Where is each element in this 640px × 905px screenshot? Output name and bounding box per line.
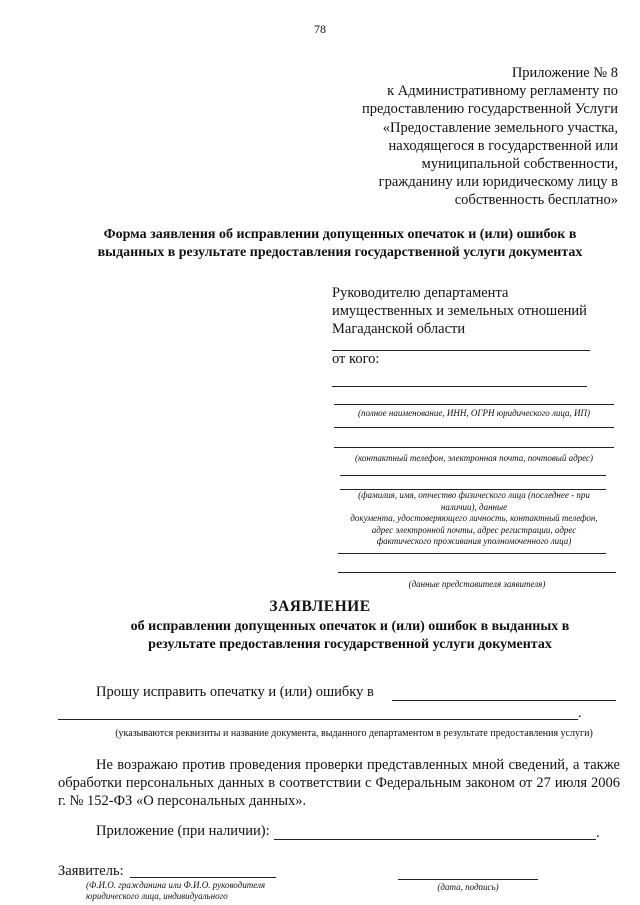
request-field-line-2[interactable]: [58, 719, 578, 720]
attachment-field-line[interactable]: [274, 839, 596, 840]
person-caption-line: фактического проживания уполномоченного лица): [376, 536, 572, 546]
appendix-line: «Предоставление земельного участка,: [382, 119, 618, 136]
form-title: [60, 226, 620, 262]
appendix-line: к Административному регламенту по: [387, 83, 618, 100]
request-caption: (указываются реквизиты и название документа, выданного департаментом в результате предоставления услуги): [115, 728, 593, 739]
applicant-label: Заявитель:: [58, 863, 124, 879]
addressee-line: Магаданской области: [332, 321, 466, 337]
request-end-dot: .: [578, 705, 582, 721]
appendix-line: собственность бесплатно»: [454, 192, 618, 209]
applicant-name-field-line[interactable]: [130, 877, 276, 878]
person-field-line-1[interactable]: [340, 475, 606, 476]
date-signature-field-line[interactable]: [398, 879, 538, 880]
form-title-line: Форма заявления об исправлении допущенных опечаток и (или) ошибок в: [103, 227, 577, 242]
person-caption-line: (фамилия, имя, отчество физического лица (последнее - при: [358, 490, 590, 500]
date-signature-caption: (дата, подпись): [437, 882, 499, 892]
appendix-header: [288, 64, 618, 210]
request-text: Прошу исправить опечатку и (или) ошибку в: [96, 684, 374, 700]
statement-subtitle-line: результате предоставления государственной услуги документах: [148, 637, 552, 652]
applicant-caption: [86, 880, 286, 902]
person-caption-line: адрес электронной почты, адрес регистрации, адрес: [371, 524, 577, 535]
org-caption: (полное наименование, ИНН, ОГРН юридического лица, ИП): [358, 408, 590, 418]
consent-paragraph: Не возражаю против проведения проверки представленных мной сведений, а также обработки персональных данных в соответствии с Федеральным законом от 27 июля 2006 г. № 152-ФЗ «О персональных данных».: [58, 757, 620, 809]
contacts-caption: (контактный телефон, электронная почта, почтовый адрес): [354, 453, 593, 463]
form-title-line: выданных в результате предоставления государственной услуги документах: [97, 245, 583, 260]
contacts-field-line-2[interactable]: [334, 447, 614, 448]
representative-caption: (данные представителя заявителя): [408, 579, 546, 589]
appendix-line: Приложение № 8: [511, 65, 618, 81]
addressee-line: имущественных и земельных отношений: [332, 303, 587, 319]
applicant-caption-line: (Ф.И.О. гражданина или Ф.И.О. руководителя: [86, 880, 266, 890]
appendix-line: находящегося в государственной или: [388, 137, 618, 154]
from-field-line[interactable]: [332, 386, 587, 387]
contacts-field-line-1[interactable]: [334, 427, 614, 428]
attachment-end-dot: .: [596, 825, 600, 841]
appendix-line: гражданину или юридическому лицу в: [378, 174, 618, 191]
statement-subtitle-line: об исправлении допущенных опечаток и (или) ошибок в выданных в: [130, 619, 570, 634]
page-number: 78: [314, 22, 326, 36]
request-field-line-1[interactable]: [392, 700, 616, 701]
addressee-line: Руководителю департамента: [332, 285, 509, 301]
person-caption-line: документа, удостоверяющего личность, контактный телефон,: [350, 513, 598, 523]
statement-title: ЗАЯВЛЕНИЕ: [269, 598, 371, 615]
person-caption: [334, 490, 614, 548]
addressee-block: [332, 284, 587, 338]
statement-subtitle: [70, 618, 630, 654]
representative-field-line-2[interactable]: [338, 572, 616, 573]
attachment-label: Приложение (при наличии):: [96, 823, 270, 839]
org-field-line[interactable]: [334, 404, 614, 405]
from-label: от кого:: [332, 351, 380, 367]
appendix-line: муниципальной собственности,: [421, 156, 618, 173]
representative-field-line-1[interactable]: [338, 553, 606, 554]
applicant-caption-line: юридического лица, индивидуального: [86, 891, 228, 901]
person-caption-line: наличии), данные: [440, 501, 508, 512]
appendix-line: предоставлению государственной Услуги: [361, 101, 618, 118]
